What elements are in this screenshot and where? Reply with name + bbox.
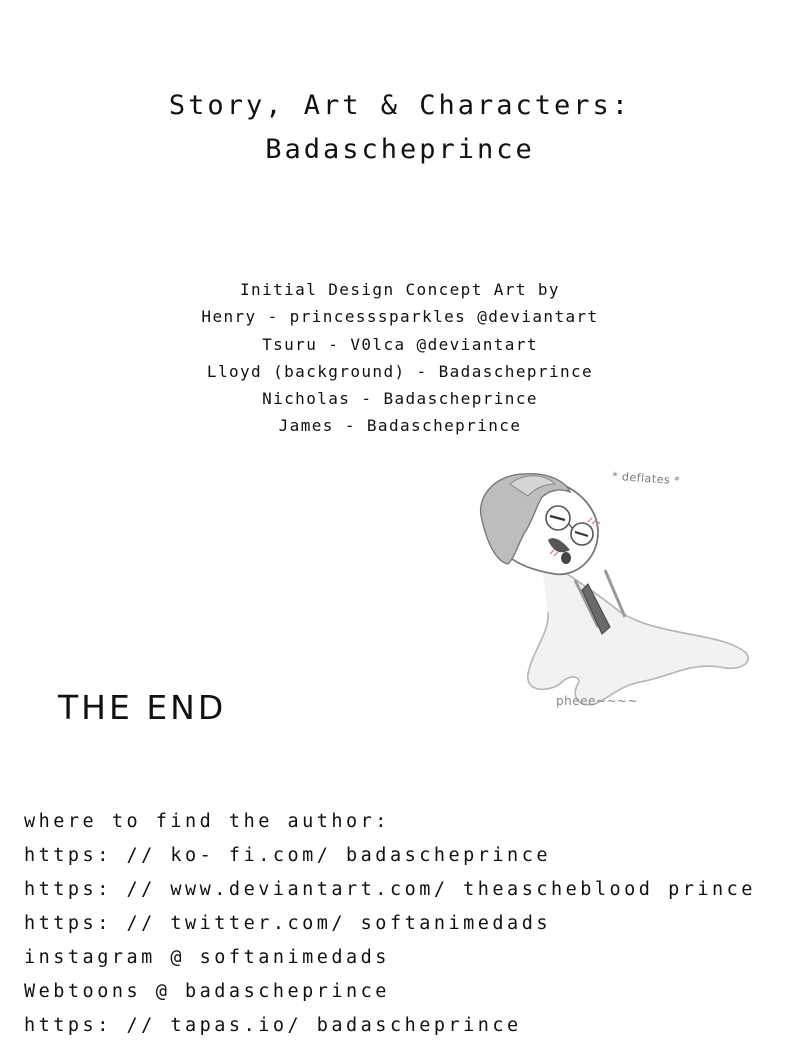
credits-heading-line2: Badascheprince — [265, 134, 535, 165]
author-link: https: // tapas.io/ badascheprince — [24, 1015, 522, 1036]
design-credit-line: James - Badascheprince — [278, 416, 522, 436]
credits-heading-line1: Story, Art & Characters: — [168, 90, 632, 121]
design-credits — [0, 276, 800, 440]
credits-heading — [0, 84, 800, 172]
design-credit-line: Tsuru - V0lca @deviantart — [262, 334, 538, 354]
design-credit-line: Henry - princesssparkles @deviantart — [201, 307, 599, 327]
design-credits-title: Initial Design Concept Art by — [240, 280, 560, 299]
design-credit-line: Nicholas - Badascheprince — [262, 389, 538, 409]
author-links — [24, 805, 756, 1043]
deflating-character-sketch — [470, 462, 760, 722]
sfx-deflates-text: * deflates * — [611, 469, 681, 488]
sfx-pheee-text: pheee~~~~ — [556, 694, 639, 708]
the-end-title: THE END — [58, 688, 227, 727]
author-link: Webtoons @ badascheprince — [24, 981, 390, 1002]
author-link: https: // ko- fi.com/ badascheprince — [24, 845, 551, 866]
author-links-heading: where to find the author: — [24, 811, 390, 832]
author-link: instagram @ softanimedads — [24, 947, 390, 968]
author-link: https: // twitter.com/ softanimedads — [24, 913, 551, 934]
author-link: https: // www.deviantart.com/ theascheblood prince — [24, 879, 756, 900]
design-credit-line: Lloyd (background) - Badascheprince — [206, 361, 594, 381]
